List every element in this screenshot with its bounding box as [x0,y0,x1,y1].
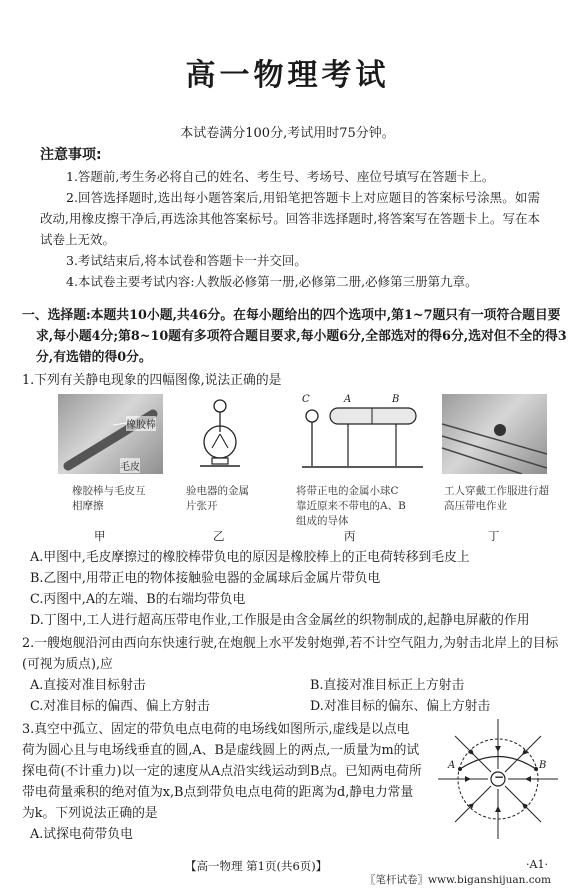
caption-figure-ding: 工人穿戴工作服进行超高压带电作业 [444,485,549,512]
figure-label-yi: 乙 [213,529,225,543]
q1-option-b: B.乙图中,用带正电的物体接触验电器的金属球后金属片带负电 [30,571,381,586]
figure-label-bing: 丙 [344,529,356,543]
label-negative-charge: − [494,770,505,784]
caption-figure-yi: 验电器的金属片张开 [186,485,249,512]
label-fur: 毛皮 [120,458,140,473]
q3-option-a: A.试探电荷带负电 [30,827,133,842]
page-footer: 【高一物理 第1页(共6页)】 [185,859,328,873]
power-line-sketch [442,394,547,474]
notice-item-4: 4.本试卷主要考试内容:人教版必修第一册,必修第二册,必修第三册第九章。 [66,274,478,289]
caption-figure-bing: 将带正电的金属小球C靠近原来不带电的A、B组成的导体 [296,485,406,527]
question-1-stem: 1.下列有关静电现象的四幅图像,说法正确的是 [22,373,282,388]
notice-item-3: 3.考试结束后,将本试卷和答题卡一并交回。 [66,253,307,268]
page-title: 高一物理考试 [185,58,390,93]
label-rubber-rod: 橡胶棒 [126,416,156,431]
notice-heading: 注意事项: [40,147,102,163]
label-ball-c: C [302,394,310,405]
watermark-text: 〖笔杆试卷〗www.biganshijuan.com [365,874,551,886]
conductors-sketch [300,394,425,474]
q2-option-b: B.直接对准目标正上方射击 [310,678,465,693]
figure-rubber-rod-photo [58,394,163,474]
q2-option-d: D.对准目标的偏东、偏上方射击 [310,699,491,714]
rubber-rod-sketch [58,394,163,474]
figure-label-jia: 甲 [94,529,106,543]
footer-code: ·A1· [526,858,548,871]
q2-option-a: A.直接对准目标射击 [30,678,146,693]
q1-option-c: C.丙图中,A的左端、B的右端均带负电 [30,592,246,607]
figure-high-voltage-worker-photo [442,394,547,474]
notice-item-1: 1.答题前,考生务必将自己的姓名、考生号、考场号、座位号填写在答题卡上。 [66,169,495,184]
question-3-stem: 3.真空中孤立、固定的带负电点电荷的电场线如图所示,虚线是以点电荷为圆心且与电场线垂直的圆,A、B是虚线圆上的两点,一质量为m的试探电荷(不计重力)以一定的速度从A点沿实线运动到B点。已知两电荷所带电荷量乘积的绝对值为x,B点到带负电点电荷的距离为d,静电力常量为k。下列说法正确的是 [22,722,422,821]
caption-figure-jia: 橡胶棒与毛皮互相摩擦 [72,485,146,512]
figure-charged-conductors [300,394,425,474]
question-2-stem: 2.一艘炮舰沿河由西向东快速行驶,在炮舰上水平发射炮弹,若不计空气阻力,为射击北岸上的目标(可视为质点),应 [22,636,559,672]
notice-item-2: 2.回答选择题时,选出每小题答案后,用铅笔把答题卡上对应题目的答案标号涂黑。如需改动,用橡皮擦干净后,再选涂其他答案标号。回答非选择题时,将答案写在答题卡上。写在本试卷上无效。 [40,190,540,247]
q2-option-c: C.对准目标的偏西、偏上方射击 [30,699,210,714]
exam-subtitle: 本试卷满分100分,考试用时75分钟。 [180,126,395,141]
q1-option-a: A.甲图中,毛皮摩擦过的橡胶棒带负电的原因是橡胶棒上的正电荷转移到毛皮上 [30,550,470,565]
figure-label-ding: 丁 [488,529,500,543]
q1-option-d: D.丁图中,工人进行超高压带电作业,工作服是由含金属丝的织物制成的,起静电屏蔽的作用 [30,613,530,628]
label-point-a: A [448,760,456,771]
label-conductor-b: B [392,394,400,405]
label-point-b: B [539,760,547,771]
label-conductor-a: A [344,394,352,405]
figure-electroscope [190,394,250,474]
section-one-heading: 一、选择题:本题共10小题,共46分。在每小题给出的四个选项中,第1~7题只有一项符合题目要求,每小题4分;第8~10题有多项符合题目要求,每小题6分,全部选对的得6分,选对但不全的得3分,有选错的得0分。 [22,308,567,365]
electroscope-sketch [190,394,250,474]
